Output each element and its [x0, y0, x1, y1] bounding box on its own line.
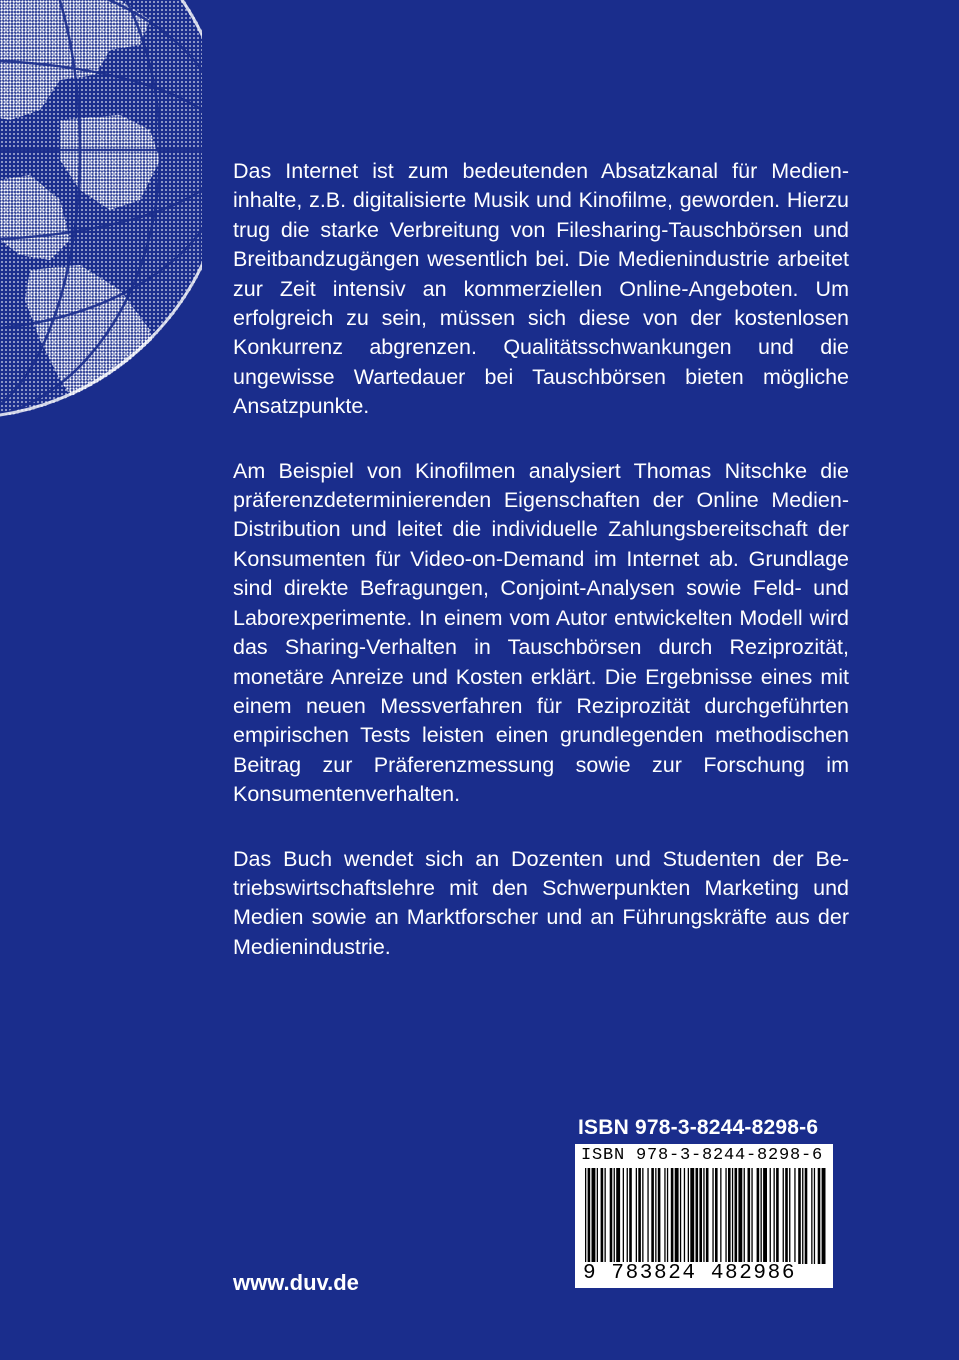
barcode-bar: [774, 1168, 775, 1264]
barcode-bar: [811, 1168, 812, 1264]
isbn-label: ISBN 978-3-8244-8298-6: [578, 1116, 819, 1139]
barcode-bar: [744, 1168, 745, 1264]
barcode-bar: [770, 1168, 771, 1264]
barcode-bar: [805, 1168, 808, 1264]
description-paragraph-2: Am Beispiel von Kinofilmen analysiert Thomas Nitschke die präferenzdeterminierenden Eigenschaften der Online Medien-Distribution und leitet die individuelle Zahlungsbereitschaft der Konsumenten für Video-on-Demand im Internet ab. Grundlage sind direkte Befragungen, Conjoint-Analysen sowie Feld- und Laborexperimente. In einem vom Autor entwickelten Modell wird das Sharing-Verhalten in Tauschbörsen durch Reziprozität, monetäre Anreize und Kosten erklärt. Die Ergebnisse eines mit einem neuen Messverfahren für Reziprozität durchgeführten empirischen Tests leisten einen grundlegenden methodischen Beitrag zur Präferenzmessung sowie zur Forschung im Konsumentenverhalten.: [233, 458, 849, 807]
barcode-bar: [776, 1168, 779, 1264]
barcode-bar: [647, 1168, 648, 1264]
barcode-bar: [703, 1168, 704, 1264]
barcode-bar: [794, 1168, 795, 1264]
barcode-bar: [623, 1168, 624, 1264]
barcode-bar: [814, 1168, 815, 1264]
barcode-bar: [684, 1168, 685, 1264]
barcode-bar: [783, 1168, 784, 1264]
description-paragraph-1: Das Internet ist zum bedeutenden Absatzkanal für Medieninhalte, z.B. digitalisierte Musik und Kinofilme, geworden. Hierzu trug die starke Verbreitung von Filesharing-Tauschbörsen und Breitbandzugängen wesentlich bei. Die Medienindustrie arbeitet zur Zeit intensiv an kommerziellen Online-Angeboten. Um erfolgreich zu sein, müssen sich diese von der kostenlosen Konkurrenz abgrenzen. Qualitätsschwankungen und die ungewisse Wartedauer bei Tauschbörsen bieten mögliche Ansatzpunkte.: [233, 159, 849, 419]
barcode-bar: [725, 1168, 726, 1264]
barcode-bar: [818, 1168, 821, 1264]
barcode-bar: [735, 1168, 738, 1264]
barcode-bar: [732, 1168, 733, 1264]
barcode-bar: [763, 1168, 767, 1264]
barcode-bar: [627, 1168, 628, 1264]
barcode-bar: [610, 1168, 613, 1264]
barcode-bar: [636, 1168, 637, 1264]
barcode-bar: [658, 1168, 661, 1264]
barcode-bar: [667, 1168, 668, 1264]
barcode-bar: [655, 1168, 656, 1264]
barcode: [575, 1144, 833, 1288]
barcode-bar: [822, 1168, 826, 1264]
barcode-isbn-text: ISBN 978-3-8244-8298-6: [581, 1146, 824, 1165]
barcode-bar: [651, 1168, 654, 1264]
barcode-bar: [785, 1168, 788, 1264]
barcode-bar: [671, 1168, 674, 1264]
barcode-bar: [675, 1168, 679, 1264]
barcode-bar: [664, 1168, 665, 1264]
barcode-bar: [696, 1168, 699, 1264]
barcode-bar: [798, 1168, 801, 1264]
barcode-bar: [751, 1168, 752, 1264]
barcode-bar: [757, 1168, 760, 1264]
barcode-bar: [642, 1168, 643, 1264]
barcode-bar: [761, 1168, 762, 1264]
barcode-bar: [601, 1168, 604, 1264]
barcode-bar: [706, 1168, 709, 1264]
barcode-bar: [715, 1168, 718, 1264]
barcode-bar: [616, 1168, 620, 1264]
barcode-bar: [585, 1168, 586, 1264]
barcode-bar: [597, 1168, 598, 1264]
description-text: [233, 157, 849, 997]
barcode-bar: [680, 1168, 681, 1264]
publisher-website: www.duv.de: [233, 1270, 359, 1295]
barcode-bar: [614, 1168, 615, 1264]
barcode-bar: [605, 1168, 606, 1264]
barcode-bar: [728, 1168, 731, 1264]
barcode-bar: [748, 1168, 751, 1264]
barcode-bars-icon: [579, 1168, 829, 1264]
barcode-bar: [802, 1168, 803, 1264]
globe-icon: [0, 0, 202, 450]
barcode-bar: [588, 1168, 591, 1264]
barcode-bar: [712, 1168, 713, 1264]
barcode-bar: [592, 1168, 596, 1264]
description-paragraph-3: Das Buch wendet sich an Dozenten und Studenten der Betriebswirtschaftslehre mit den Schwerpunkten Marketing und Medien sowie an Marktforscher und an Führungskräfte aus der Medienindustrie.: [233, 846, 849, 959]
barcode-bar: [699, 1168, 702, 1264]
barcode-bar: [638, 1168, 641, 1264]
barcode-number: 9 783824 482986: [583, 1262, 797, 1285]
globe-image: [0, 0, 202, 450]
barcode-bar: [738, 1168, 742, 1264]
barcode-bar: [688, 1168, 689, 1264]
barcode-bar: [789, 1168, 790, 1264]
barcode-bar: [690, 1168, 694, 1264]
barcode-bar: [720, 1168, 721, 1264]
barcode-bar: [629, 1168, 632, 1264]
